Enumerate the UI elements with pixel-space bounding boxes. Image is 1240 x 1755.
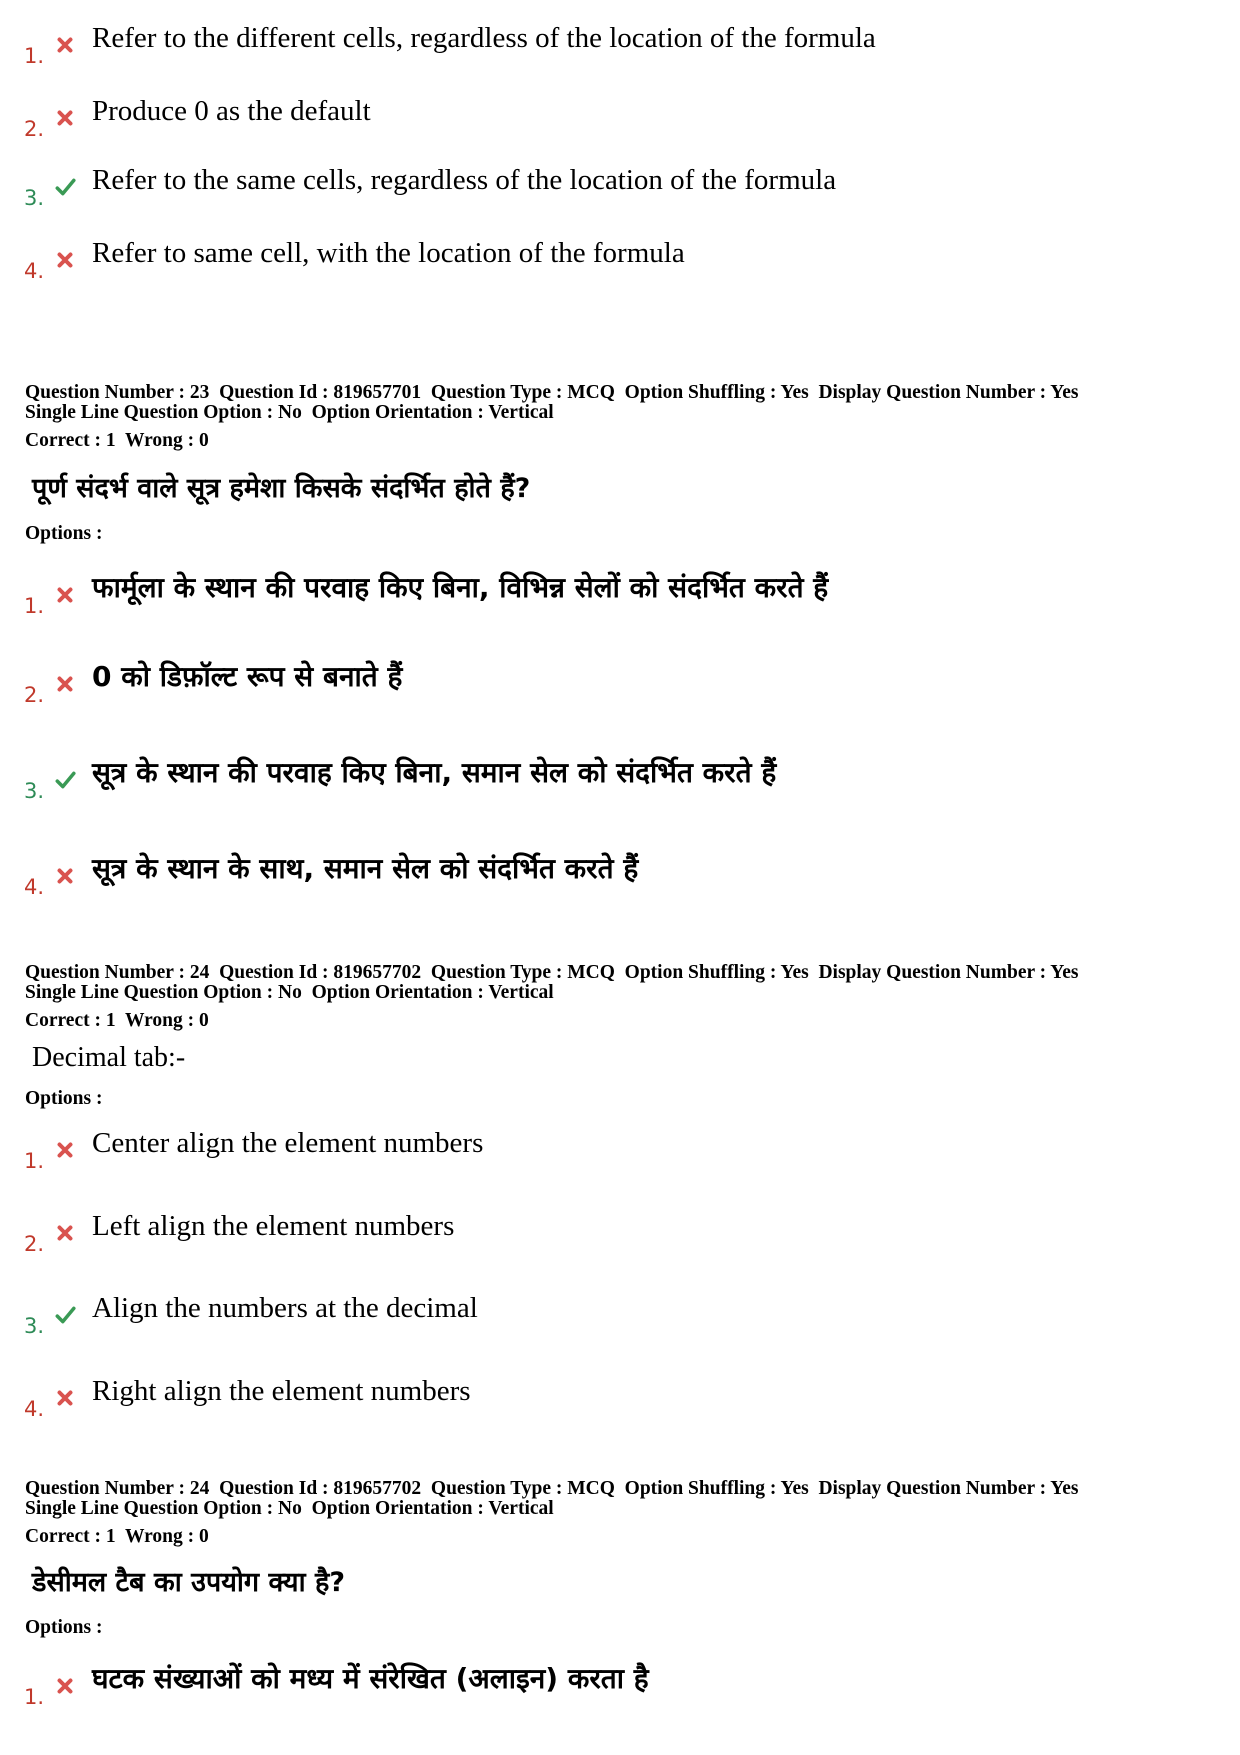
option-row	[0, 1662, 1240, 1731]
option-number: 4.	[24, 875, 45, 899]
question-text: Decimal tab:-	[32, 1042, 186, 1073]
option-row-correct	[0, 164, 1240, 232]
option-text: Align the numbers at the decimal	[92, 1292, 478, 1324]
cross-icon	[54, 249, 76, 271]
option-row	[0, 1210, 1240, 1278]
option-text: घटक संख्याओं को मध्य में संरेखित (अलाइन) करता है	[92, 1662, 649, 1695]
question-text: डेसीमल टैब का उपयोग क्या है?	[32, 1567, 345, 1598]
cross-icon	[54, 1222, 76, 1244]
question-marks: Correct : 1 Wrong : 0	[25, 1010, 209, 1031]
check-icon	[54, 769, 76, 791]
option-number: 3.	[24, 779, 45, 803]
option-text: Produce 0 as the default	[92, 95, 371, 127]
option-text: फार्मूला के स्थान की परवाह किए बिना, विभिन्न सेलों को संदर्भित करते हैं	[92, 571, 829, 604]
cross-icon	[54, 584, 76, 606]
option-text: सूत्र के स्थान की परवाह किए बिना, समान सेल को संदर्भित करते हैं	[92, 756, 777, 789]
option-number: 3.	[24, 186, 45, 210]
option-number: 1.	[24, 1149, 45, 1173]
option-row	[0, 571, 1240, 640]
check-icon	[54, 1304, 76, 1326]
option-text: Left align the element numbers	[92, 1210, 455, 1242]
question-meta-line1: Question Number : 24 Question Id : 819657702 Question Type : MCQ Option Shuffling : Yes Display Question Number : Yes	[25, 962, 1079, 983]
cross-icon	[54, 673, 76, 695]
check-icon	[54, 176, 76, 198]
option-row	[0, 1375, 1240, 1443]
option-number: 2.	[24, 1232, 45, 1256]
question-meta-line2: Single Line Question Option : No Option Orientation : Vertical	[25, 982, 554, 1003]
question-meta-line1: Question Number : 24 Question Id : 819657702 Question Type : MCQ Option Shuffling : Yes Display Question Number : Yes	[25, 1478, 1079, 1499]
option-number: 2.	[24, 117, 45, 141]
question-text: पूर्ण संदर्भ वाले सूत्र हमेशा किसके संदर्भित होते हैं?	[32, 473, 531, 504]
option-text: Refer to the same cells, regardless of the location of the formula	[92, 164, 837, 196]
option-text: Refer to the different cells, regardless of the location of the formula	[92, 22, 876, 54]
option-number: 2.	[24, 683, 45, 707]
option-text: Center align the element numbers	[92, 1127, 484, 1159]
question-marks: Correct : 1 Wrong : 0	[25, 1526, 209, 1547]
question-marks: Correct : 1 Wrong : 0	[25, 430, 209, 451]
options-label: Options :	[25, 1617, 103, 1638]
option-row	[0, 22, 1240, 90]
option-number: 1.	[24, 594, 45, 618]
option-text: Right align the element numbers	[92, 1375, 471, 1407]
options-label: Options :	[25, 1088, 103, 1109]
option-number: 4.	[24, 259, 45, 283]
question-meta-line2: Single Line Question Option : No Option Orientation : Vertical	[25, 402, 554, 423]
option-row	[0, 237, 1240, 305]
option-row	[0, 1127, 1240, 1195]
question-meta-line2: Single Line Question Option : No Option Orientation : Vertical	[25, 1498, 554, 1519]
option-number: 3.	[24, 1314, 45, 1338]
option-row-correct	[0, 756, 1240, 825]
options-label: Options :	[25, 523, 103, 544]
option-number: 4.	[24, 1397, 45, 1421]
option-row-correct	[0, 1292, 1240, 1360]
option-text: Refer to same cell, with the location of the formula	[92, 237, 685, 269]
cross-icon	[54, 1675, 76, 1697]
cross-icon	[54, 107, 76, 129]
option-text: सूत्र के स्थान के साथ, समान सेल को संदर्भित करते हैं	[92, 852, 639, 885]
cross-icon	[54, 34, 76, 56]
option-text: 0 को डिफ़ॉल्ट रूप से बनाते हैं	[92, 660, 403, 693]
option-number: 1.	[24, 1685, 45, 1709]
cross-icon	[54, 1139, 76, 1161]
option-row	[0, 95, 1240, 163]
option-number: 1.	[24, 44, 45, 68]
cross-icon	[54, 1387, 76, 1409]
cross-icon	[54, 865, 76, 887]
question-meta-line1: Question Number : 23 Question Id : 819657701 Question Type : MCQ Option Shuffling : Yes Display Question Number : Yes	[25, 382, 1079, 403]
option-row	[0, 660, 1240, 729]
option-row	[0, 852, 1240, 921]
